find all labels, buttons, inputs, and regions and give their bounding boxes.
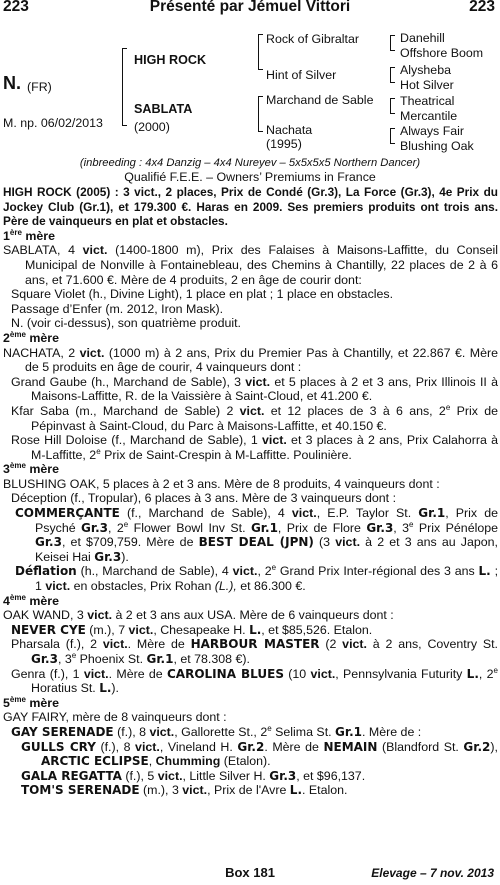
pedigree-ggs-2: Offshore Boom — [400, 46, 484, 60]
page-footer — [0, 866, 500, 884]
horse-sex-birth: M. np. 06/02/2013 — [3, 116, 103, 130]
third-dam-grandproduce-1: COMMERÇANTE (f., Marchand de Sable), 4 vict., E.P. Taylor St. Gr.1, Prix de Psyché Gr.3, 2e Flower Bowl Inv St. Gr.1, Prix de Flore Gr.3, 3e Prix Pénélope Gr.3, et $709,759. Mère de BEST DEAL (JPN) (3 vict. à 2 et 3 ans au Japon, Keisei Hai Gr.3). — [15, 506, 499, 564]
second-dam-produce-3: Rose Hill Doloise (f., Marchand de Sable), 1 vict. et 3 places à 2 ans, Prix Calahorra à M-Laffitte, 2e Prix de Saint-Crespin à M-Laffitte. Poulinière. — [11, 433, 498, 462]
pedigree-ggs-3: Alysheba — [400, 63, 451, 77]
third-dam-produce-1: Déception (f., Tropular), 6 places à 3 ans. Mère de 3 vainqueurs dont : — [11, 491, 397, 506]
sire-paragraph: HIGH ROCK (2005) : 3 vict., 2 places, Prix de Condé (Gr.3), La Force (Gr.3), 4e Prix du Jockey Club (Gr.1), et 179.300 €. Haras en 2009. Ses premiers produits ont trois ans. Père de vainqueurs en plat et obstacles. — [3, 185, 498, 229]
inbreeding-note: (inbreeding : 4x4 Danzig – 4x4 Nureyev – 5x5x5x5 Northern Dancer) — [79, 157, 421, 169]
third-dam-paragraph: BLUSHING OAK, 5 places à 2 et 3 ans. Mère de 8 produits, 4 vainqueurs dont : — [3, 476, 440, 491]
fifth-dam-grandproduce-2: GALA REGATTA (f.), 5 vict., Little Silver H. Gr.3, et $96,137. — [21, 768, 366, 783]
pedigree-ggs-4: Hot Silver — [400, 78, 454, 92]
second-dam-paragraph: NACHATA, 2 vict. (1000 m) à 2 ans, Prix du Premier Pas à Chantilly, et 22.867 €. Mère de 5 produits en âge de courir, 4 vainqueurs dont : — [3, 345, 498, 375]
pedigree-ggs-6: Mercantile — [400, 109, 458, 123]
section-second-dam: 2ème mère — [3, 329, 59, 345]
page-header — [0, 0, 500, 18]
section-third-dam: 3ème mère — [3, 461, 59, 477]
fifth-dam-produce-1: GAY SERENADE (f.), 8 vict., Gallorette St., 2e Selima St. Gr.1. Mère de : — [11, 723, 422, 739]
second-dam-produce-1: Grand Gaube (h., Marchand de Sable), 3 vict. et 5 places à 2 et 3 ans, Prix Illinois II à Maisons-Laffitte, R. de la Vaissière à Saint-Cloud, et 41.200 €. — [11, 374, 499, 404]
pedigree-gs2: Hint of Silver — [266, 68, 337, 82]
pedigree-bracket-second-bottom — [258, 96, 263, 132]
pedigree-gs1: Rock of Gibraltar — [266, 32, 359, 46]
pedigree-ggs-7: Always Fair — [400, 124, 465, 138]
pedigree-bracket-second-top — [258, 34, 263, 70]
lot-number-right: 223 — [469, 0, 495, 15]
pedigree-bracket-third-3 — [390, 98, 395, 114]
fourth-dam-produce-3: Genra (f.), 1 vict.. Mère de CAROLINA BLUES (10 vict., Pennsylvania Futurity L., 2e Horatius St. L.). — [11, 665, 498, 696]
fourth-dam-produce-1: NEVER CYE (m.), 7 vict., Chesapeake H. L., et $85,526. Etalon. — [11, 622, 373, 637]
pedigree-dam: SABLATA — [134, 102, 193, 116]
pedigree-ggs-1: Danehill — [400, 31, 445, 45]
magazine-issue: Elevage – 7 nov. 2013 — [371, 866, 494, 880]
pedigree-ggs-8: Blushing Oak — [400, 139, 474, 153]
pedigree-bracket-third-4 — [390, 128, 395, 144]
pedigree-bracket-third-2 — [390, 67, 395, 83]
horse-name: N. — [3, 73, 21, 93]
first-dam-paragraph: SABLATA, 4 vict. (1400-1800 m), Prix des Falaises à Maisons-Laffitte, du Conseil Municipal de Nonville à Fontainebleau, des Chemins à Chantilly, 22 places de 2 à 6 ans, et 71.600 €. Mère de 4 produits, 2 en âge de courir dont: — [3, 243, 498, 287]
horse-country: (FR) — [27, 80, 52, 94]
pedigree-gs3: Marchand de Sable — [266, 93, 374, 107]
third-dam-grandproduce-2: Déflation (h., Marchand de Sable), 4 vict., 2e Grand Prix Inter-régional des 3 ans L. ; 1 vict. en obstacles, Prix Rohan (L.), et 86.300 €. — [15, 563, 499, 594]
section-first-dam: 1ère mère — [3, 227, 55, 243]
fifth-dam-grandproduce-3: TOM'S SERENADE (m.), 3 vict., Prix de l'Avre L.. Etalon. — [21, 783, 348, 798]
first-dam-produce-2: Passage d’Enfer (m. 2012, Iron Mask). — [11, 301, 224, 316]
section-fifth-dam: 5ème mère — [3, 694, 59, 710]
presenter-title: Présenté par Jémuel Vittori — [149, 0, 351, 15]
fifth-dam-grandproduce-1: GULLS CRY (f.), 8 vict., Vineland H. Gr.2. Mère de NEMAIN (Blandford St. Gr.2), ARCTIC ECLIPSE, Chumming (Etalon). — [21, 739, 498, 769]
pedigree-bracket-third-1 — [390, 35, 395, 51]
pedigree-dam-year: (2000) — [134, 120, 170, 134]
first-dam-produce-1: Square Violet (h., Divine Light), 1 place en plat ; 1 place en obstacles. — [11, 287, 394, 302]
pedigree-bracket-first — [122, 48, 127, 126]
pedigree-sire: HIGH ROCK — [134, 53, 207, 67]
box-number: Box 181 — [225, 865, 275, 880]
pedigree-gs4: Nachata — [266, 123, 313, 137]
lot-number-left: 223 — [3, 0, 29, 15]
fifth-dam-paragraph: GAY FAIRY, mère de 8 vainqueurs dont : — [3, 710, 227, 725]
pedigree-table — [0, 26, 500, 156]
pedigree-gs4-year: (1995) — [266, 137, 302, 151]
pedigree-ggs-5: Theatrical — [400, 94, 455, 108]
section-fourth-dam: 4ème mère — [3, 592, 59, 608]
catalogue-body — [3, 185, 498, 798]
qualification-note: Qualifié F.E.E. – Owners’ Premiums in France — [124, 170, 376, 184]
fourth-dam-paragraph: OAK WAND, 3 vict. à 2 et 3 ans aux USA. Mère de 6 vainqueurs dont : — [3, 608, 394, 623]
second-dam-produce-2: Kfar Saba (m., Marchand de Sable) 2 vict. et 12 places de 3 à 6 ans, 2e Prix de Pépinvast à Saint-Cloud, du Parc à Maisons-Laffitte, et 40.150 €. — [11, 402, 498, 433]
first-dam-produce-3: N. (voir ci-dessus), son quatrième produit. — [11, 316, 242, 331]
fourth-dam-produce-2: Pharsala (f.), 2 vict.. Mère de HARBOUR MASTER (2 vict. à 2 ans, Coventry St. Gr.3, 3e Phoenix St. Gr.1, et 78.308 €). — [11, 637, 498, 666]
